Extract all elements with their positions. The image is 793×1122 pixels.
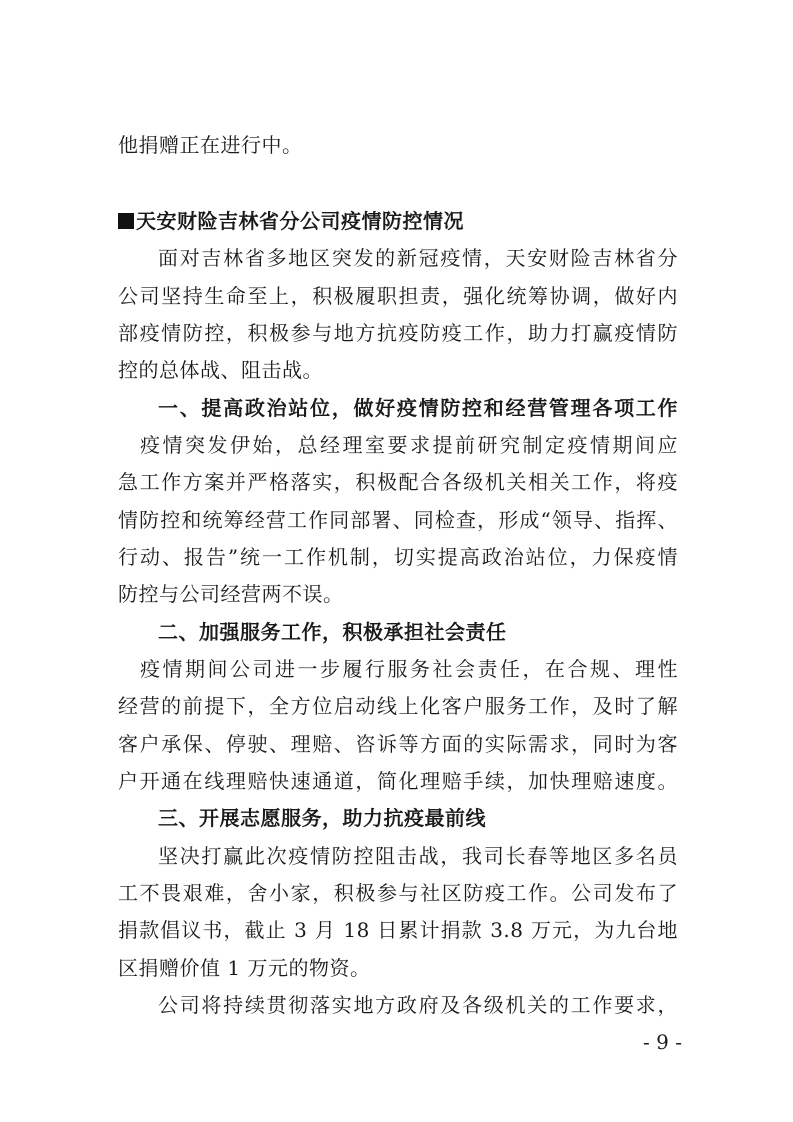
paragraph-line: 捐款倡议书，截止 3 月 18 日累计捐款 3.8 万元，为九台地 — [118, 918, 678, 942]
paragraph-line: 户开通在线理赔快速通道，简化理赔手续，加快理赔速度。 — [118, 769, 678, 793]
paragraph-line: 坚决打赢此次疫情防控阻击战，我司长春等地区多名员 — [158, 844, 678, 868]
page-number: - 9 - — [643, 1030, 682, 1054]
subheading-3: 三、开展志愿服务，助力抗疫最前线 — [158, 806, 486, 830]
paragraph-line: 区捐赠价值 1 万元的物资。 — [118, 956, 371, 980]
paragraph-line: 面对吉林省多地区突发的新冠疫情，天安财险吉林省分 — [158, 246, 678, 270]
paragraph-line: 情防控和统筹经营工作同部署、同检查，形成“领导、指挥、 — [118, 508, 678, 532]
section-heading — [118, 209, 678, 233]
paragraph-line: 行动、报告”统一工作机制，切实提高政治站位，力保疫情 — [118, 545, 678, 569]
paragraph-line: 控的总体战、阻击战。 — [118, 358, 323, 382]
paragraph-line: 疫情期间公司进一步履行服务社会责任，在合规、理性 — [140, 657, 678, 681]
paragraph-line: 疫情突发伊始，总经理室要求提前研究制定疫情期间应 — [140, 433, 678, 457]
paragraph-line: 经营的前提下，全方位启动线上化客户服务工作，及时了解 — [118, 694, 678, 718]
paragraph-line: 公司坚持生命至上，积极履职担责，强化统筹协调，做好内 — [118, 284, 678, 308]
paragraph-line: 部疫情防控，积极参与地方抗疫防疫工作，助力打赢疫情防 — [118, 321, 678, 345]
text-line: 他捐赠正在进行中。 — [118, 133, 303, 157]
paragraph-line: 公司将持续贯彻落实地方政府及各级机关的工作要求， — [158, 993, 678, 1017]
black-square-icon — [118, 213, 134, 229]
paragraph-line: 防控与公司经营两不误。 — [118, 582, 344, 606]
paragraph-line: 急工作方案并严格落实，积极配合各级机关相关工作，将疫 — [118, 470, 678, 494]
subheading-1: 一、提高政治站位，做好疫情防控和经营管理各项工作 — [158, 396, 678, 420]
section-heading-text: 天安财险吉林省分公司疫情防控情况 — [136, 209, 464, 233]
paragraph-line: 工不畏艰难，舍小家，积极参与社区防疫工作。公司发布了 — [118, 881, 678, 905]
subheading-2: 二、加强服务工作，积极承担社会责任 — [158, 620, 507, 644]
paragraph-line: 客户承保、停驶、理赔、咨诉等方面的实际需求，同时为客 — [118, 732, 678, 756]
